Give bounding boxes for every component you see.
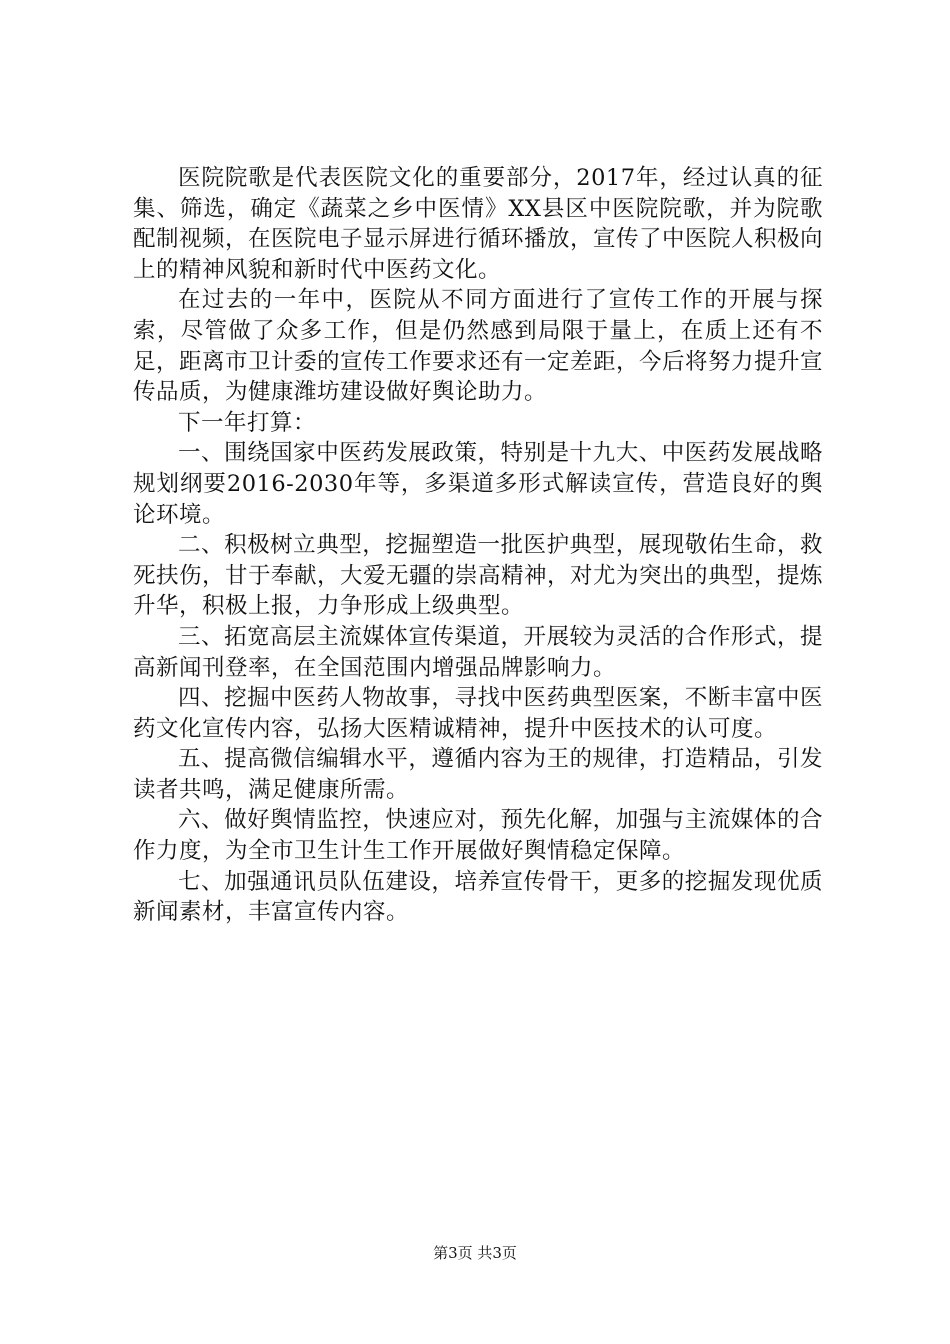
page-number-label: 第3页 共3页	[433, 1244, 517, 1262]
paragraph-hospital-song: 医院院歌是代表医院文化的重要部分，2017年，经过认真的征集、筛选，确定《蔬菜之乡中医情》XX县区中医院院歌，并为院歌配制视频，在医院电子显示屏进行循环播放，宣传了中医院人积极向上的精神风貌和新时代中医药文化。	[133, 165, 824, 283]
paragraph-next-year-heading: 下一年打算：	[178, 409, 317, 436]
paragraph-plan-3: 三、拓宽高层主流媒体宣传渠道，开展较为灵活的合作形式，提高新闻刊登率，在全国范围内增强品牌影响力。	[133, 623, 823, 681]
paragraph-plan-4: 四、挖掘中医药人物故事，寻找中医药典型医案，不断丰富中医药文化宣传内容，弘扬大医精诚精神，提升中医技术的认可度。	[133, 685, 823, 742]
paragraph-plan-5: 五、提高微信编辑水平，遵循内容为王的规律，打造精品，引发读者共鸣，满足健康所需。	[133, 746, 823, 803]
page-footer	[0, 1243, 950, 1263]
paragraph-past-year-review: 在过去的一年中，医院从不同方面进行了宣传工作的开展与探索，尽管做了众多工作，但是仍然感到局限于量上，在质上还有不足，距离市卫计委的宣传工作要求还有一定差距，今后将努力提升宣传品质，为健康潍坊建设做好舆论助力。	[133, 287, 824, 406]
paragraph-plan-2: 二、积极树立典型，挖掘塑造一批医护典型，展现敬佑生命，救死扶伤，甘于奉献，大爱无疆的崇高精神，对尤为突出的典型，提炼升华，积极上报，力争形成上级典型。	[133, 532, 824, 620]
paragraph-plan-1: 一、围绕国家中医药发展政策，特别是十九大、中医药发展战略规划纲要2016-2030年等，多渠道多形式解读宣传，营造良好的舆论环境。	[133, 440, 823, 528]
paragraph-plan-6: 六、做好舆情监控，快速应对，预先化解，加强与主流媒体的合作力度，为全市卫生计生工作开展做好舆情稳定保障。	[133, 807, 823, 865]
document-body	[133, 163, 823, 928]
paragraph-plan-7: 七、加强通讯员队伍建设，培养宣传骨干，更多的挖掘发现优质新闻素材，丰富宣传内容。	[133, 868, 823, 926]
